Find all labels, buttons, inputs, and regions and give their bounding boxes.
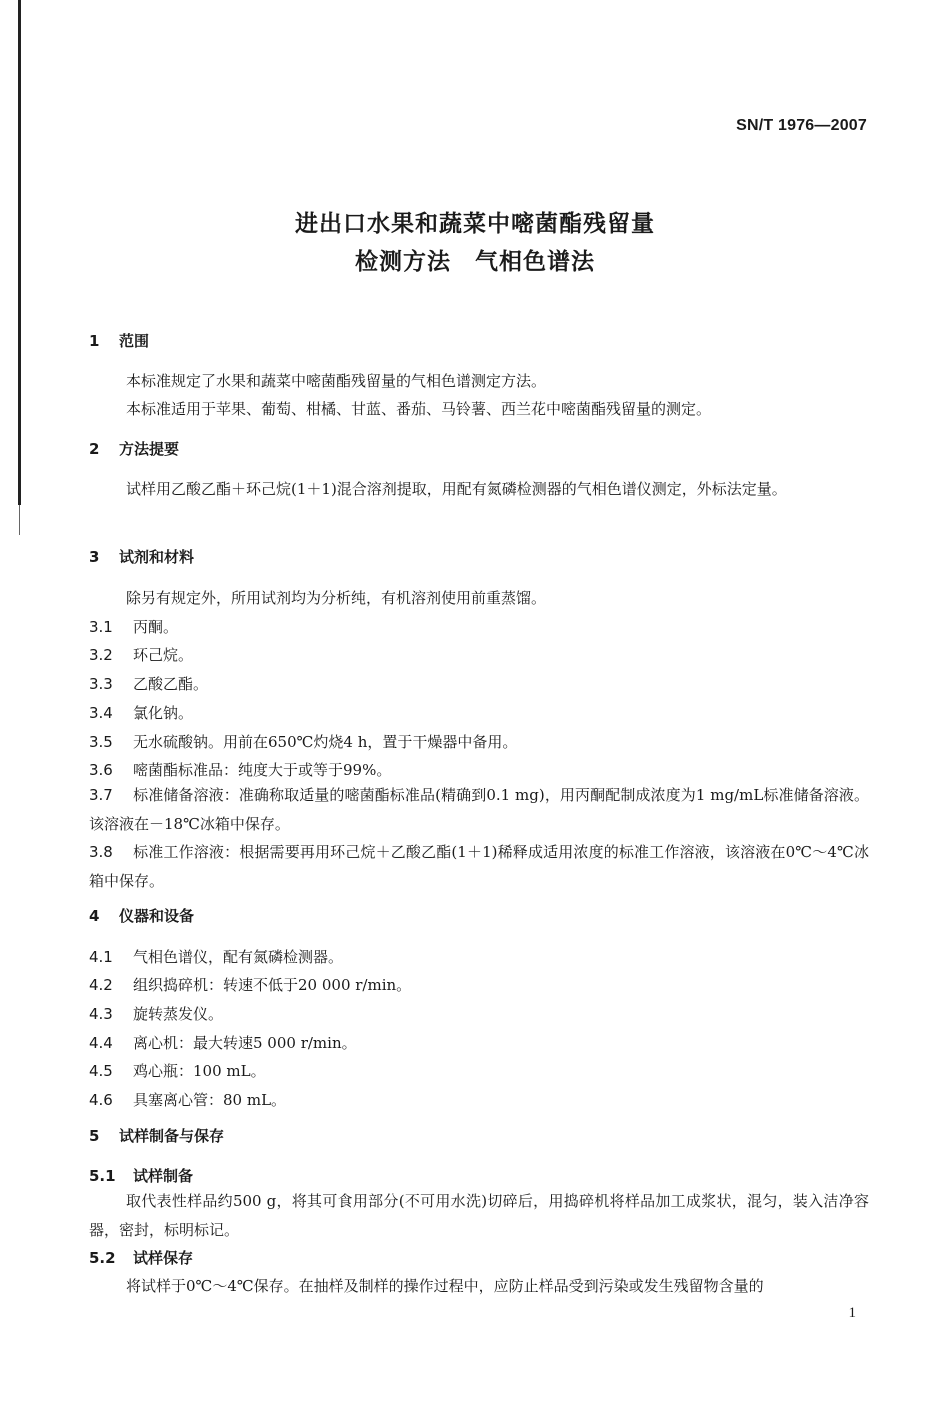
item-text: 嘧菌酯标准品：纯度大于或等于99%。 — [133, 761, 392, 779]
paragraph: 将试样于0℃～4℃保存。在抽样及制样的操作过程中，应防止样品受到污染或发生残留物含量的 — [126, 1277, 764, 1295]
item-text: 环己烷。 — [133, 646, 194, 664]
list-item — [89, 781, 869, 839]
section-heading-reagents — [89, 547, 194, 567]
subsection-heading — [89, 1248, 193, 1268]
document-title-line2: 检测方法 气相色谱法 — [355, 249, 595, 275]
item-text: 鸡心瓶：100 mL。 — [133, 1062, 266, 1080]
section-heading-scope — [89, 331, 149, 351]
list-item — [89, 838, 869, 896]
section-number: 2 — [89, 440, 100, 458]
item-number: 4.2 — [89, 976, 113, 994]
item-number: 3.5 — [89, 733, 113, 751]
item-number: 4.3 — [89, 1005, 113, 1023]
item-text: 标准工作溶液：根据需要再用环己烷＋乙酸乙酯(1＋1)稀释成适用浓度的标准工作溶液，该溶液在0℃～4℃冰箱中保存。 — [89, 843, 869, 890]
list-item — [89, 760, 391, 780]
list-item — [89, 732, 517, 752]
section-heading-method-summary — [89, 439, 179, 459]
item-number: 3.3 — [89, 675, 113, 693]
paragraph: 本标准规定了水果和蔬菜中嘧菌酯残留量的气相色谱测定方法。 — [126, 372, 547, 390]
item-number: 4.4 — [89, 1034, 113, 1052]
item-number: 4.1 — [89, 948, 113, 966]
section-title: 仪器和设备 — [119, 907, 195, 925]
scan-edge-mark-lower — [19, 505, 20, 535]
item-number: 4.6 — [89, 1091, 113, 1109]
list-item — [89, 1033, 357, 1053]
paragraph: 试样用乙酸乙酯＋环己烷(1＋1)混合溶剂提取，用配有氮磷检测器的气相色谱仪测定，外标法定量。 — [126, 480, 787, 498]
paragraph: 取代表性样品约500 g，将其可食用部分(不可用水洗)切碎后，用捣碎机将样品加工成浆状，混匀，装入洁净容器，密封，标明标记。 — [89, 1192, 869, 1239]
item-text: 标准储备溶液：准确称取适量的嘧菌酯标准品(精确到0.1 mg)，用丙酮配制成浓度为1 mg/mL标准储备溶液。该溶液在－18℃冰箱中保存。 — [89, 786, 869, 833]
item-text: 氯化钠。 — [133, 704, 194, 722]
list-item — [89, 674, 208, 694]
item-number: 3.6 — [89, 761, 113, 779]
subsection-heading — [89, 1166, 193, 1186]
paragraph: 本标准适用于苹果、葡萄、柑橘、甘蓝、番茄、马铃薯、西兰花中嘧菌酯残留量的测定。 — [126, 400, 712, 418]
item-text: 气相色谱仪，配有氮磷检测器。 — [133, 948, 344, 966]
item-number: 3.2 — [89, 646, 113, 664]
subsection-title: 试样保存 — [133, 1249, 194, 1267]
list-item — [89, 1004, 223, 1024]
section-title: 方法提要 — [119, 440, 180, 458]
section-title: 试样制备与保存 — [119, 1127, 225, 1145]
paragraph: 除另有规定外，所用试剂均为分析纯，有机溶剂使用前重蒸馏。 — [126, 589, 547, 607]
item-number: 3.8 — [89, 843, 113, 861]
item-text: 组织捣碎机：转速不低于20 000 r/min。 — [133, 976, 412, 994]
list-item — [89, 703, 193, 723]
document-title-line1: 进出口水果和蔬菜中嘧菌酯残留量 — [295, 211, 655, 237]
item-text: 无水硫酸钠。用前在650℃灼烧4 h，置于干燥器中备用。 — [133, 733, 518, 751]
item-text: 离心机：最大转速5 000 r/min。 — [133, 1034, 357, 1052]
section-number: 3 — [89, 548, 100, 566]
section-number: 4 — [89, 907, 100, 925]
list-item — [89, 947, 343, 967]
list-item — [89, 645, 193, 665]
item-number: 3.4 — [89, 704, 113, 722]
section-title: 范围 — [119, 332, 150, 350]
subsection-title: 试样制备 — [133, 1167, 194, 1185]
item-number: 4.5 — [89, 1062, 113, 1080]
section-heading-sample-preparation — [89, 1126, 224, 1146]
item-text: 乙酸乙酯。 — [133, 675, 209, 693]
section-title: 试剂和材料 — [119, 548, 195, 566]
section-number: 1 — [89, 332, 100, 350]
page-number: 1 — [848, 1305, 856, 1321]
standard-code: SN/T 1976—2007 — [736, 117, 867, 134]
item-number: 3.1 — [89, 618, 113, 636]
section-heading-apparatus — [89, 906, 194, 926]
subsection-number: 5.1 — [89, 1167, 116, 1185]
list-item — [89, 617, 178, 637]
item-text: 旋转蒸发仪。 — [133, 1005, 224, 1023]
item-text: 具塞离心管：80 mL。 — [133, 1091, 287, 1109]
list-item — [89, 975, 411, 995]
item-text: 丙酮。 — [133, 618, 179, 636]
list-item — [89, 1061, 266, 1081]
list-item — [89, 1090, 286, 1110]
subsection-number: 5.2 — [89, 1249, 116, 1267]
item-number: 3.7 — [89, 786, 113, 804]
section-number: 5 — [89, 1127, 100, 1145]
